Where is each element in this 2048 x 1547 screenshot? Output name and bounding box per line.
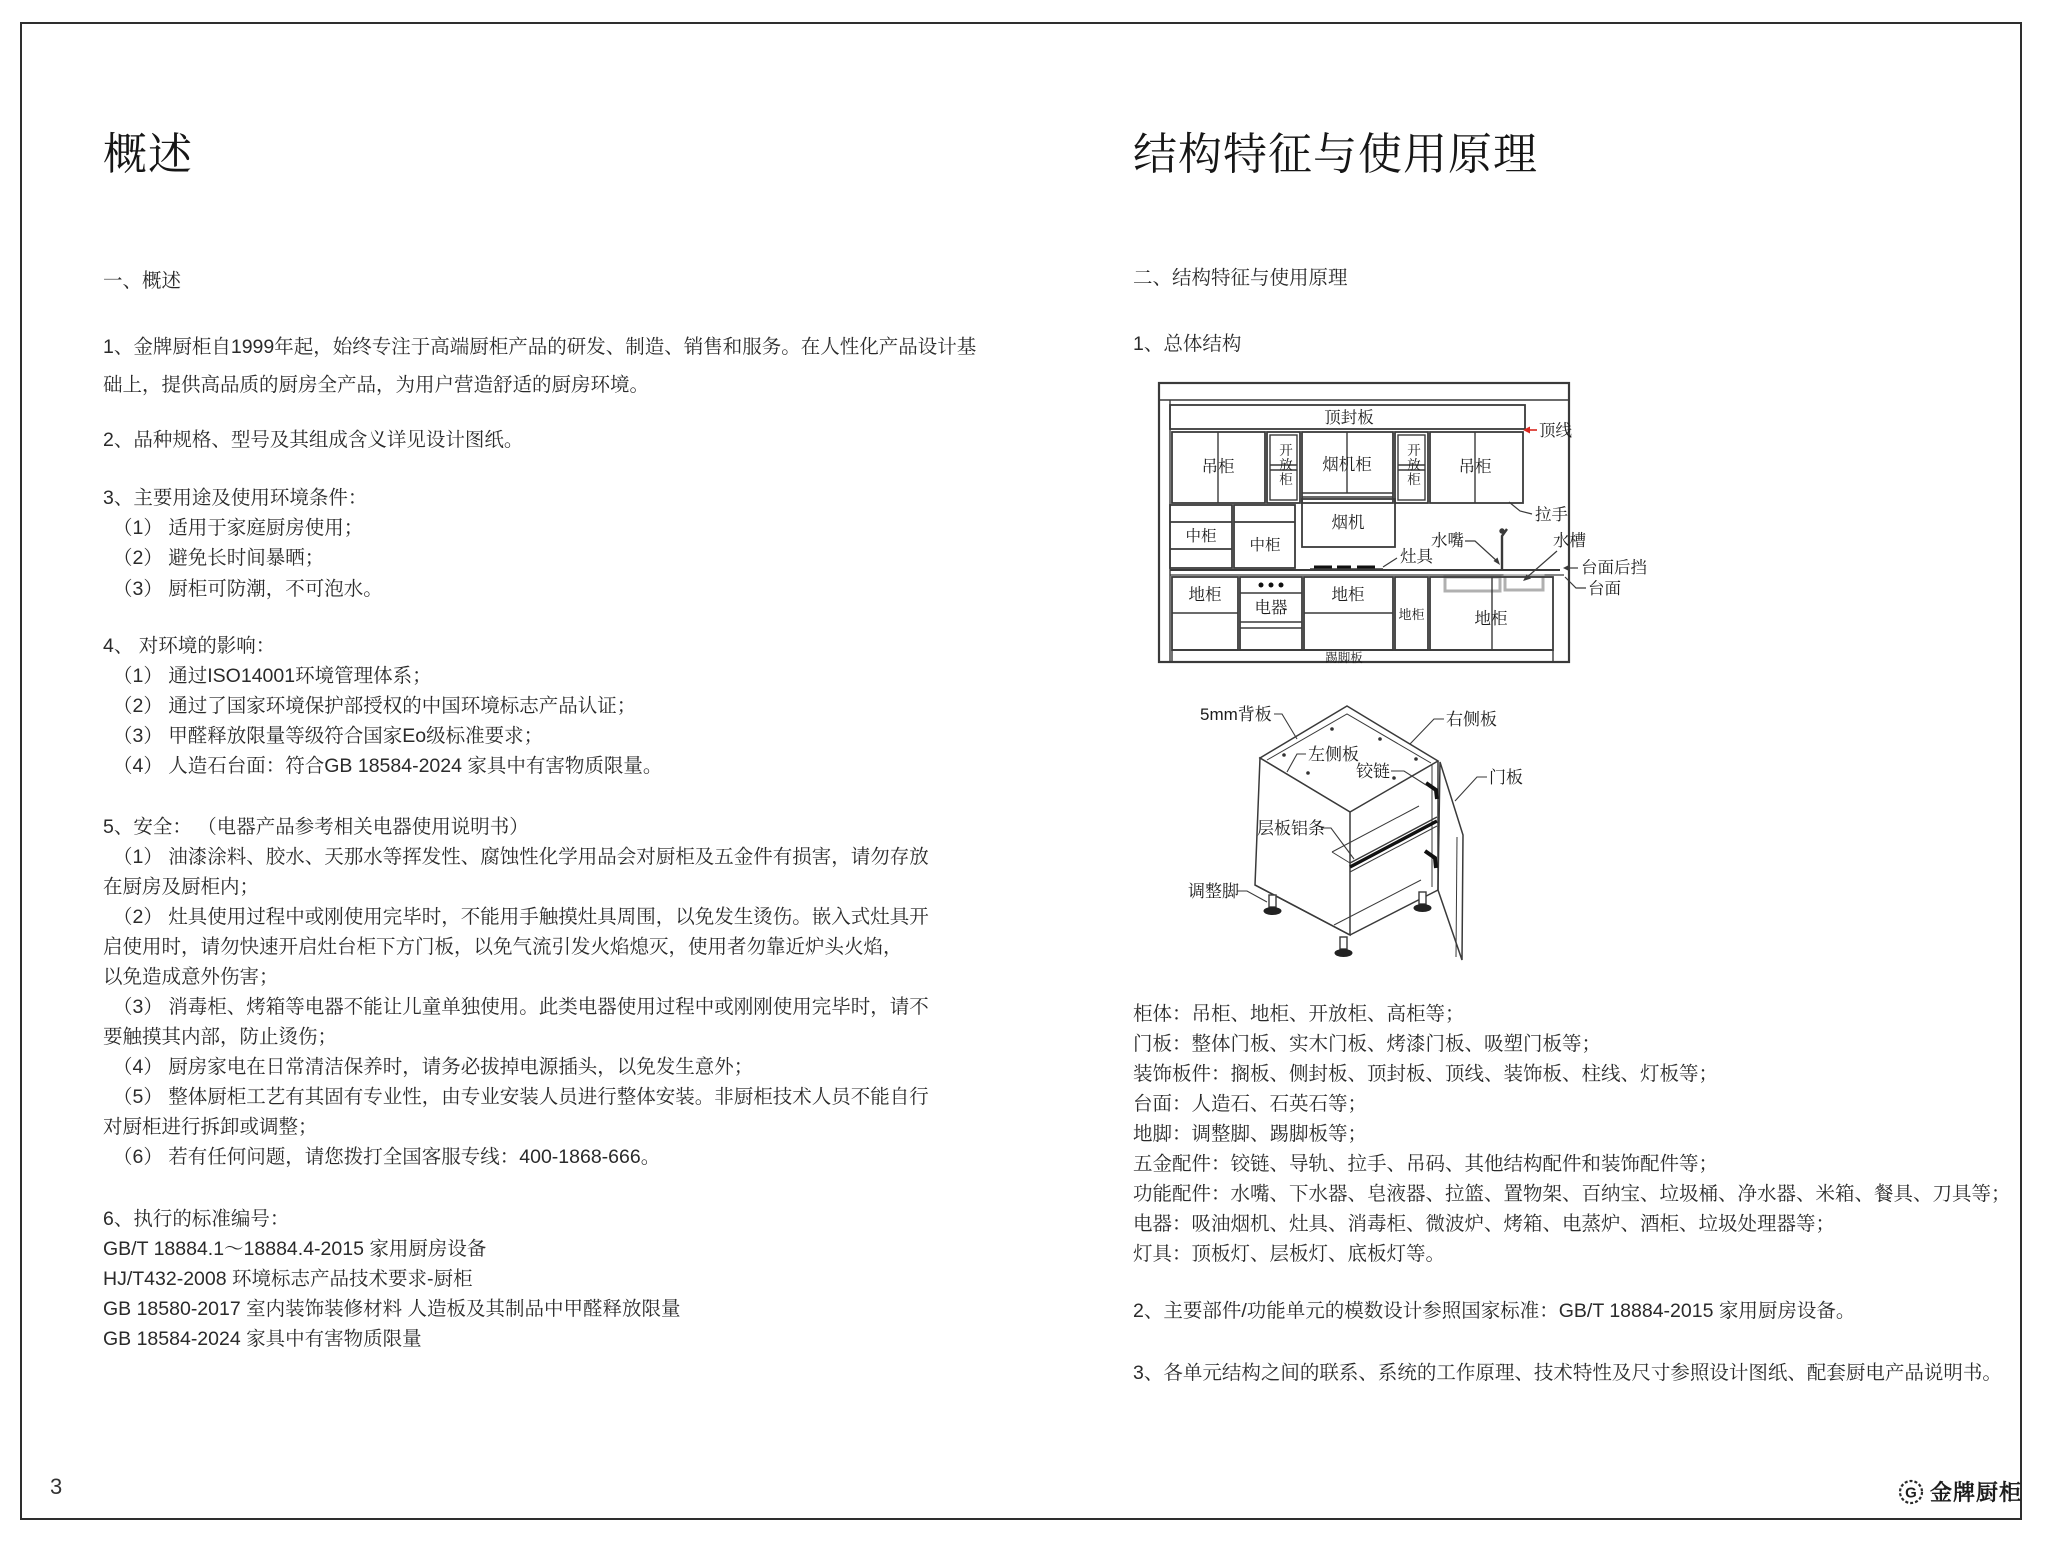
paragraph-line: 4、 对环境的影响： [103,635,276,657]
label-appliance: 电器 [1254,599,1288,617]
page-number: 3 [50,1474,63,1499]
note-line: 2、主要部件/功能单元的模数设计参照国家标准：GB/T 18884-2015 家用厨房设备。 [1133,1300,1856,1322]
label-sink: 水槽 [1553,532,1586,550]
label-wall-cabinet: 吊柜 [1458,458,1492,476]
list-item: （5） 整体厨柜工艺有其固有专业性，由专业安装人员进行整体安装。非厨柜技术人员不能自行 [113,1086,929,1108]
label-cooktop: 灶具 [1400,548,1433,566]
label-left-panel: 左侧板 [1308,745,1359,764]
component-line: 台面：人造石、石英石等； [1133,1093,1368,1115]
component-line: 门板：整体门板、实木门板、烤漆门板、吸塑门板等； [1133,1033,1602,1055]
label-door-panel: 门板 [1489,768,1523,787]
label-hood-cabinet: 烟机柜 [1322,456,1372,474]
label-open-cabinet: 开放柜 [1277,443,1292,487]
label-faucet: 水嘴 [1431,532,1464,550]
component-line: 五金配件：铰链、导轨、拉手、吊码、其他结构配件和装饰配件等； [1133,1153,1719,1175]
paragraph-line: 5、安全： （电器产品参考相关电器使用说明书） [103,816,529,838]
left-page-title: 概述 [103,130,193,179]
label-shelf-strip: 层板铝条 [1257,819,1325,838]
list-item: 对厨柜进行拆卸或调整； [103,1116,318,1138]
standard-ref: GB 18580-2017 室内装饰装修材料 人造板及其制品中甲醛释放限量 [103,1298,681,1320]
kitchen-elevation-diagram [1157,381,1657,673]
paragraph-line: 2、品种规格、型号及其组成含义详见设计图纸。 [103,429,524,451]
component-line: 功能配件：水嘴、下水器、皂液器、拉篮、置物架、百纳宝、垃圾桶、净水器、米箱、餐具、刀具等； [1133,1183,2011,1205]
list-item: 以免造成意外伤害； [103,966,279,988]
list-item: （2） 避免长时间暴晒； [113,547,325,569]
list-item: （4） 人造石台面：符合GB 18584-2024 家具中有害物质限量。 [113,755,663,777]
label-top-line: 顶线 [1539,422,1572,440]
list-item: 在厨房及厨柜内； [103,876,260,898]
base-cabinet-structure-diagram [1180,693,1660,1008]
list-item: （1） 油漆涂料、胶水、天那水等挥发性、腐蚀性化学用品会对厨柜及五金件有损害，请勿存放 [113,846,929,868]
standard-ref: HJ/T432-2008 环境标志产品技术要求-厨柜 [103,1268,473,1290]
paragraph-line: 1、金牌厨柜自1999年起，始终专注于高端厨柜产品的研发、制造、销售和服务。在人性化产品设计基 [103,336,977,358]
component-line: 电器：吸油烟机、灶具、消毒柜、微波炉、烤箱、电蒸炉、酒柜、垃圾处理器等； [1133,1213,1836,1235]
component-line: 灯具：顶板灯、层板灯、底板灯等。 [1133,1243,1446,1265]
list-item: （3） 消毒柜、烤箱等电器不能让儿童单独使用。此类电器使用过程中或刚刚使用完毕时，请不 [113,996,929,1018]
label-open-cabinet: 开放柜 [1405,443,1420,487]
paragraph-line: 础上，提供高品质的厨房全产品，为用户营造舒适的厨房环境。 [103,374,650,396]
paragraph-line: 6、执行的标准编号： [103,1208,290,1230]
label-right-panel: 右侧板 [1446,710,1497,729]
label-wall-cabinet: 吊柜 [1201,458,1235,476]
right-subheading: 1、总体结构 [1133,333,1242,355]
component-line: 柜体：吊柜、地柜、开放柜、高柜等； [1133,1003,1465,1025]
list-item: （6） 若有任何问题，请您拨打全国客服专线：400-1868-666。 [113,1146,661,1168]
standard-ref: GB/T 18884.1～18884.4-2015 家用厨房设备 [103,1238,487,1260]
label-counter-back: 台面后挡 [1581,559,1647,577]
label-back-panel: 5mm背板 [1200,705,1272,724]
list-item: 要触摸其内部，防止烫伤； [103,1026,338,1048]
label-top-board: 顶封板 [1324,409,1374,427]
brand-logo-letter: G [1905,1484,1917,1501]
list-item: （2） 通过了国家环境保护部授权的中国环境标志产品认证； [113,695,637,717]
brand-name: 金牌厨柜 [1930,1480,2023,1505]
brand-logo [1898,1476,2022,1507]
label-handle: 拉手 [1535,506,1568,524]
list-item: （2） 灶具使用过程中或刚使用完毕时，不能用手触摸灶具周围，以免发生烫伤。嵌入式灶具开 [113,906,929,928]
label-base-cabinet: 地柜 [1474,610,1508,628]
label-base-cabinet: 地柜 [1398,607,1425,622]
list-item: （4） 厨房家电在日常清洁保养时，请务必拔掉电源插头，以免发生意外； [113,1056,754,1078]
component-line: 地脚：调整脚、踢脚板等； [1133,1123,1368,1145]
brand-logo-icon [1898,1479,1924,1505]
left-heading: 一、概述 [103,270,182,292]
right-page-title: 结构特征与使用原理 [1133,130,1538,179]
note-line: 3、各单元结构之间的联系、系统的工作原理、技术特性及尺寸参照设计图纸、配套厨电产品说明书。 [1133,1362,2002,1384]
kitchen-elevation-drawing [1157,381,1657,673]
list-item: （3） 甲醛释放限量等级符合国家Eo级标准要求； [113,725,544,747]
label-kick-board: 踢脚板 [1325,651,1363,665]
list-item: （1） 通过ISO14001环境管理体系； [113,665,432,687]
label-mid-cabinet: 中柜 [1185,528,1217,545]
paragraph-line: 3、主要用途及使用环境条件： [103,487,368,509]
label-base-cabinet: 地柜 [1331,586,1365,604]
list-item: （1） 适用于家庭厨房使用； [113,517,364,539]
label-hinge: 铰链 [1356,762,1390,781]
label-base-cabinet: 地柜 [1188,586,1222,604]
label-hood: 烟机 [1331,514,1365,532]
label-mid-cabinet: 中柜 [1249,537,1281,554]
label-counter: 台面 [1588,580,1621,598]
standard-ref: GB 18584-2024 家具中有害物质限量 [103,1328,422,1350]
base-cabinet-drawing [1180,693,1660,1008]
component-line: 装饰板件：搁板、侧封板、顶封板、顶线、装饰板、柱线、灯板等； [1133,1063,1719,1085]
right-heading: 二、结构特征与使用原理 [1133,267,1348,289]
list-item: 启使用时，请勿快速开启灶台柜下方门板，以免气流引发火焰熄灭，使用者勿靠近炉头火焰， [103,936,903,958]
label-leveling-feet: 调整脚 [1188,882,1239,901]
list-item: （3） 厨柜可防潮，不可泡水。 [113,578,383,600]
